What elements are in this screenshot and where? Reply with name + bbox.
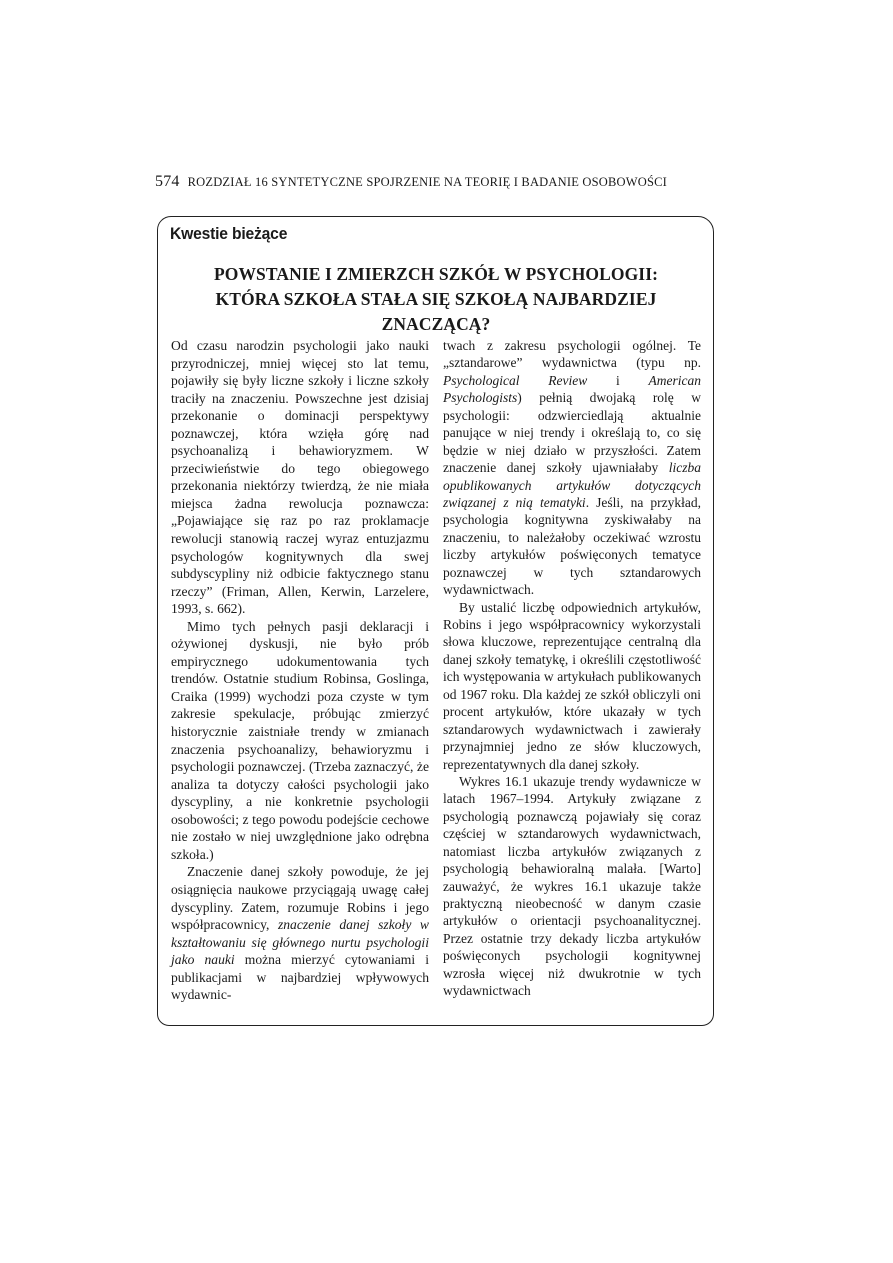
right-p1-emphasis: liczba opublikowanych artykułów dotyczących związanej z nią tematyki (443, 460, 702, 510)
right-paragraph-3: Wykres 16.1 ukazuje trendy wydawnicze w latach 1967–1994. Artykuły związane z psychologią poznawczą pojawiały się coraz częściej w sztandarowych wydawnictwach, natomiast liczba artykułów związanych z psychologią behawioralną malała. [Warto] zauważyć, że wykres 16.1 ukazuje także praktyczną nieobecność w danym czasie artykułów o orientacji psychoanalitycznej. Przez ostatnie trzy dekady liczba artykułów poświęconych psychologii kognitywnej wzrosła więcej niż dwukrotnie w tych wydawnictwach (443, 773, 701, 999)
box-title-line-1: POWSTANIE I ZMIERZCH SZKÓŁ W PSYCHOLOGII: (213, 264, 659, 284)
right-p1-journal-1: Psychological Review (443, 372, 588, 388)
right-paragraph-2: By ustalić liczbę odpowiednich artykułów, Robins i jego współpracownicy wykorzystali słowa kluczowe, reprezentujące centralną dla danej szkoły tematykę, i określili częstotliwość ich występowania w artykułach publikowanych od 1967 roku. Dla każdej ze szkół obliczyli oni procent artykułów, które ukazały w tych sztandarowych wydawnictwach i zawierały przynajmniej jedno ze słów kluczowych, reprezentatywnych dla danej szkoły. (443, 599, 701, 772)
right-column (443, 337, 701, 1000)
right-p1-text-a: twach z zakresu psychologii ogólnej. Te „sztandarowe” wydawnictwa (typu np. (443, 338, 701, 371)
right-p1-text-d: . Jeśli, na przykład, psychologia kognitywna zyskiwałaby na znaczeniu, to należałoby oczekiwać wzrostu liczby artykułów poświęconych tematyce poznawczej w tych sztandarowych wydawnictwach. (443, 494, 701, 598)
box-label: Kwestie bieżące (170, 224, 288, 243)
right-p1-text-b: i (615, 372, 620, 388)
running-head (155, 173, 715, 191)
box-title (160, 262, 712, 337)
running-title: ROZDZIAŁ 16 SYNTETYCZNE SPOJRZENIE NA TEORIĘ I BADANIE OSOBOWOŚCI (187, 175, 668, 189)
left-paragraph-3 (171, 863, 429, 1003)
left-p3-text-b: można mierzyć cytowaniami i publikacjami w najbardziej wpływowych wydawnic- (171, 952, 429, 1003)
right-paragraph-1 (443, 337, 701, 599)
left-p3-text-a: Znaczenie danej szkoły powoduje, że jej osiągnięcia naukowe przyciągają uwagę całej dyscypliny. Zatem, rozumuje Robins i jego współpracownicy, (171, 864, 429, 933)
page-number: 574 (155, 173, 180, 190)
left-paragraph-1: Od czasu narodzin psychologii jako nauki przyrodniczej, mniej więcej sto lat temu, pojawiły się były liczne szkoły i liczne szkoły traciły na znaczeniu. Powszechne jest dzisiaj przekonanie o dominacji perspektywy poznawczej, która wzięła górę nad psychoanalizą i behawioryzmem. W przeciwieństwie do tego obiegowego przekonania niektórzy twierdzą, że nie miała miejsca żadna rewolucja poznawcza: „Pojawiające się raz po raz proklamacje rewolucji stanowią raczej wyraz entuzjazmu psychologów kognitywnych dla swej subdyscypliny niż odbicie faktycznego stanu rzeczy” (Friman, Allen, Kerwin, Larzelere, 1993, s. 662). (171, 338, 429, 617)
right-p1-text-c: ) pełnią dwojaką rolę w psychologii: odzwierciedlają aktualnie panujące w niej trendy i określają to, co się będzie w niej działo w przyszłości. Zatem znaczenie danej szkoły ujawniałaby (443, 390, 701, 476)
box-title-line-2: KTÓRA SZKOŁA STAŁA SIĘ SZKOŁĄ NAJBARDZIEJ ZNACZĄCĄ? (215, 289, 657, 334)
left-paragraph-2: Mimo tych pełnych pasji deklaracji i ożywionej dyskusji, nie było prób empirycznego udokumentowania tych trendów. Ostatnie studium Robinsa, Goslinga, Craika (1999) wychodzi poza czyste w tym zakresie spekulacje, próbując zmierzyć historycznie zaistniałe trendy w zmianach znaczenia psychoanalizy, behawioryzmu i psychologii poznawczej. (Trzeba zaznaczyć, że analiza ta dotyczy całości psychologii jako dyscypliny, a nie konkretnie psychologii osobowości; z tego powodu podejście cechowe nie zostało w niej uwzględnione jako odrębna szkoła.) (171, 618, 429, 862)
left-column (171, 337, 429, 1004)
right-p1-journal-2: American Psychologists (443, 372, 701, 406)
left-p3-emphasis: znaczenie danej szkoły w kształtowaniu się głównego nurtu psychologii jako nauki (171, 917, 429, 968)
